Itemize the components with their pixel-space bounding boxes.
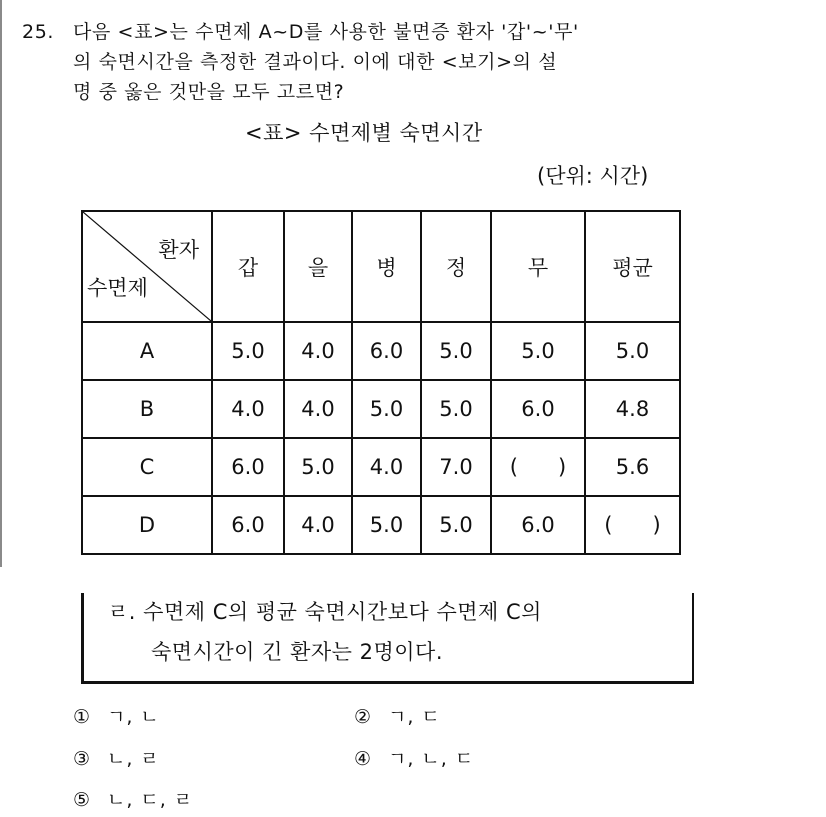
option-1[interactable] xyxy=(73,703,160,731)
column-header: 갑 xyxy=(212,211,284,322)
table-cell: 5.0 xyxy=(585,322,680,380)
column-header: 무 xyxy=(491,211,585,322)
table-cell: 7.0 xyxy=(421,438,491,496)
bogi-item-label: ㄹ. xyxy=(108,600,136,624)
row-label: B xyxy=(82,380,212,438)
table-cell: 4.0 xyxy=(212,380,284,438)
option-text: ㄱ, ㄴ, ㄷ xyxy=(388,748,475,770)
table-cell-blank: ( ) xyxy=(491,438,585,496)
page-left-border xyxy=(0,0,2,567)
row-label: C xyxy=(82,438,212,496)
table-cell: 5.0 xyxy=(284,438,352,496)
table-cell: 5.0 xyxy=(421,380,491,438)
table-cell: 6.0 xyxy=(212,438,284,496)
table-row xyxy=(82,380,680,438)
sleep-time-table xyxy=(81,210,681,555)
table-cell: 6.0 xyxy=(212,496,284,554)
column-header: 병 xyxy=(352,211,421,322)
table-cell: 6.0 xyxy=(352,322,421,380)
table-title: <표> 수면제별 숙면시간 xyxy=(245,121,483,145)
question-line-3: 명 중 옳은 것만을 모두 고르면? xyxy=(73,81,345,103)
row-label: D xyxy=(82,496,212,554)
table-cell: 6.0 xyxy=(491,496,585,554)
table-row xyxy=(82,496,680,554)
table-cell: 4.8 xyxy=(585,380,680,438)
table-cell: 5.0 xyxy=(212,322,284,380)
option-text: ㄱ, ㄷ xyxy=(388,706,441,728)
option-number: ③ xyxy=(73,748,92,770)
question-line-2: 의 숙면시간을 측정한 결과이다. 이에 대한 <보기>의 설 xyxy=(73,51,558,73)
table-header-row xyxy=(82,211,680,322)
table-cell: 4.0 xyxy=(284,322,352,380)
option-text: ㄱ, ㄴ xyxy=(107,706,160,728)
option-3[interactable] xyxy=(73,745,160,773)
table-corner-cell xyxy=(82,211,212,322)
bogi-box xyxy=(81,593,694,684)
question-number: 25. xyxy=(22,21,55,43)
table-cell: 6.0 xyxy=(491,380,585,438)
question-stem xyxy=(22,17,782,107)
table-cell: 5.0 xyxy=(352,380,421,438)
option-4[interactable] xyxy=(354,745,474,773)
table-cell: 4.0 xyxy=(352,438,421,496)
table-cell: 5.0 xyxy=(421,322,491,380)
column-header: 을 xyxy=(284,211,352,322)
option-number: ① xyxy=(73,706,92,728)
corner-label-patients: 환자 xyxy=(158,238,199,262)
table-cell: 4.0 xyxy=(284,496,352,554)
corner-label-drugs: 수면제 xyxy=(87,276,148,300)
table-cell: 5.0 xyxy=(421,496,491,554)
diagonal-line-icon xyxy=(83,212,211,321)
table-row xyxy=(82,322,680,380)
option-number: ④ xyxy=(354,748,373,770)
table-unit: (단위: 시간) xyxy=(537,164,649,188)
option-2[interactable] xyxy=(354,703,441,731)
table-cell: 4.0 xyxy=(284,380,352,438)
column-header: 정 xyxy=(421,211,491,322)
option-text: ㄴ, ㄷ, ㄹ xyxy=(107,789,194,811)
table-cell-blank: ( ) xyxy=(585,496,680,554)
table-row xyxy=(82,438,680,496)
option-number: ② xyxy=(354,706,373,728)
option-5[interactable] xyxy=(73,786,193,814)
table-cell: 5.6 xyxy=(585,438,680,496)
option-number: ⑤ xyxy=(73,789,92,811)
column-header: 평균 xyxy=(585,211,680,322)
question-line-1: 25. 다음 <표>는 수면제 A~D를 사용한 불면증 환자 '갑'~'무' xyxy=(22,17,782,47)
option-text: ㄴ, ㄹ xyxy=(107,748,160,770)
table-cell: 5.0 xyxy=(352,496,421,554)
row-label: A xyxy=(82,322,212,380)
bogi-item-line-1: ㄹ. 수면제 C의 평균 숙면시간보다 수면제 C의 xyxy=(108,600,542,624)
table-cell: 5.0 xyxy=(491,322,585,380)
bogi-item-line-2: 숙면시간이 긴 환자는 2명이다. xyxy=(151,640,443,664)
